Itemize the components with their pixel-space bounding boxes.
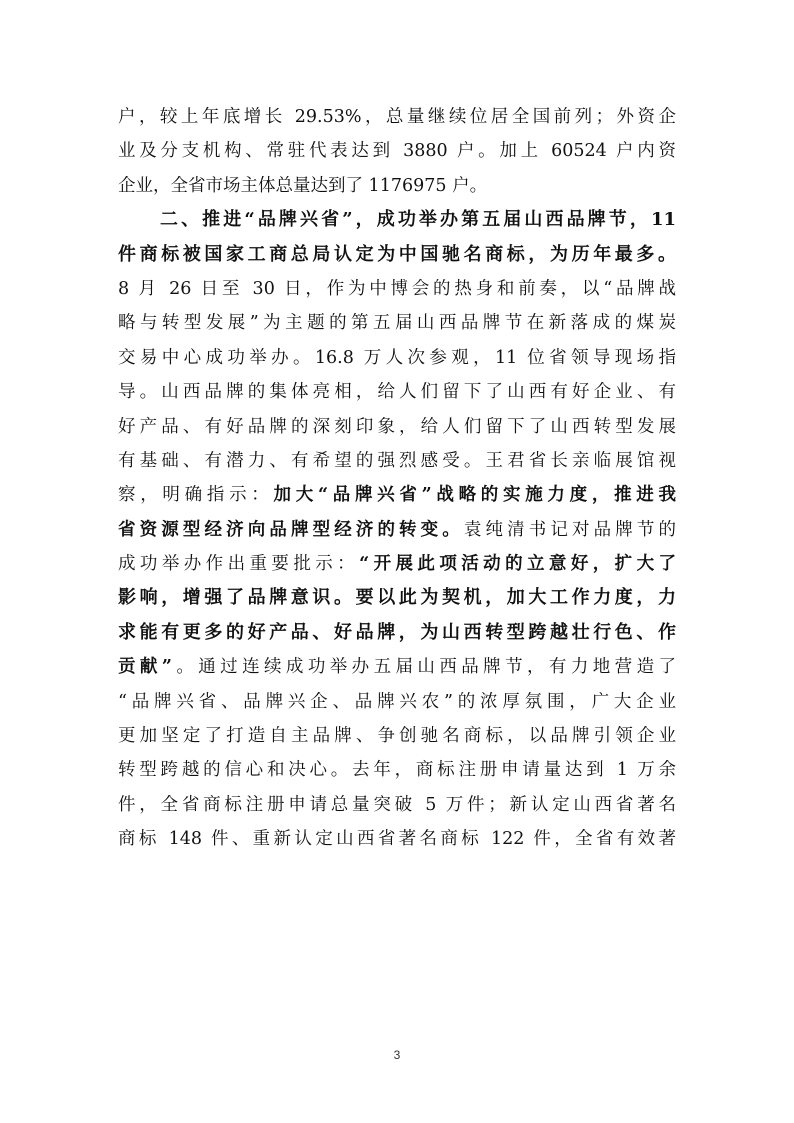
text-line xyxy=(118,478,676,512)
text-line: 有基础、有潜力、有希望的强烈感受。王君省长亲临展馆视 xyxy=(118,450,676,471)
text-line: 企业，全省市场主体总量达到了 1176975 户。 xyxy=(118,175,488,196)
text-line: 件商标被国家工商总局认定为中国驰名商标，为历年最多。 xyxy=(118,243,676,265)
text-line: 件，全省商标注册申请总量突破 5 万件；新认定山西省著名 xyxy=(118,794,676,815)
text-line xyxy=(118,513,676,547)
text-line: 转型跨越的信心和决心。去年，商标注册申请量达到 1 万余 xyxy=(118,760,676,781)
text-line: 交易中心成功举办。16.8 万人次参观，11 位省领导现场指 xyxy=(118,347,676,368)
text-segment: 察，明确指示： xyxy=(118,485,274,506)
text-line: 商标 148 件、重新认定山西省著名商标 122 件，全省有效著 xyxy=(118,829,676,850)
text-line: 影响，增强了品牌意识。要以此为契机，加大工作力度，力 xyxy=(118,587,676,609)
bold-text-segment: “开展此项活动的立意好，扩大了 xyxy=(359,554,676,575)
text-line: 更加坚定了打造自主品牌、争创驰名商标，以品牌引领企业 xyxy=(118,726,676,747)
text-line xyxy=(118,650,676,684)
text-segment: 。通过连续成功举办五届山西品牌节，有力地营造了 xyxy=(171,657,676,678)
document-body xyxy=(118,100,676,857)
text-line: 8 月 26 日至 30 日，作为中博会的热身和前奏，以“品牌战 xyxy=(118,278,676,299)
text-segment: 袁纯清书记对品牌节的 xyxy=(463,519,676,540)
text-line: 二、推进“品牌兴省”，成功举办第五届山西品牌节，11 xyxy=(160,209,676,231)
text-line: 好产品、有好品牌的深刻印象，给人们留下了山西转型发展 xyxy=(118,416,676,437)
text-line: 导。山西品牌的集体亮相，给人们留下了山西有好企业、有 xyxy=(118,382,676,403)
text-line: 业及分支机构、常驻代表达到 3880 户。加上 60524 户内资 xyxy=(118,141,676,162)
page-number: 3 xyxy=(393,1048,401,1062)
text-segment: 成功举办作出重要批示： xyxy=(118,554,360,575)
bold-text-segment: 贡献” xyxy=(118,657,172,678)
bold-text-segment: 省资源型经济向品牌型经济的转变。 xyxy=(118,519,464,540)
text-line: 略与转型发展”为主题的第五届山西品牌节在新落成的煤炭 xyxy=(118,313,676,334)
text-line: 求能有更多的好产品、好品牌，为山西转型跨越壮行色、作 xyxy=(118,621,676,643)
bold-text-segment: 加大“品牌兴省”战略的实施力度，推进我 xyxy=(273,485,676,506)
text-line xyxy=(118,547,676,581)
text-line: “品牌兴省、品牌兴企、品牌兴农”的浓厚氛围，广大企业 xyxy=(118,691,676,712)
text-line: 户，较上年底增长 29.53%，总量继续位居全国前列；外资企 xyxy=(118,107,676,127)
